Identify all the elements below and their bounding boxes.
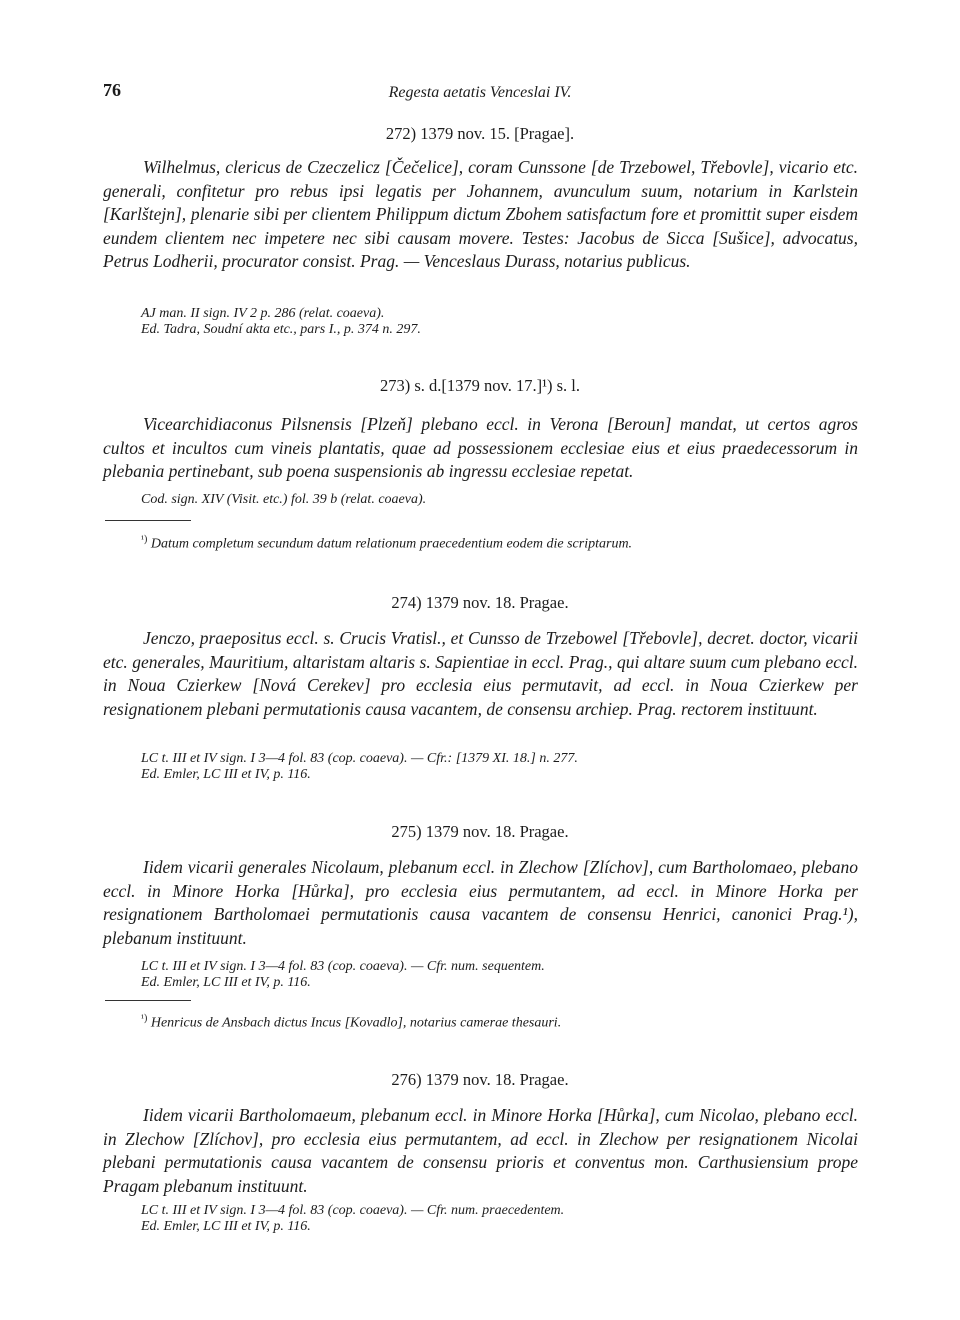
entry-sources	[141, 959, 861, 991]
footnote-rule	[105, 520, 191, 521]
entry-heading: 272) 1379 nov. 15. [Pragae].	[385, 124, 575, 143]
entry-sources	[141, 751, 861, 783]
source-line: AJ man. II sign. IV 2 p. 286 (relat. coaeva).	[141, 306, 385, 321]
entry-sources	[141, 1203, 861, 1235]
entry-heading: 276) 1379 nov. 18. Pragae.	[391, 1070, 569, 1089]
footnote-rule	[105, 1000, 191, 1001]
source-line: Ed. Emler, LC III et IV, p. 116.	[141, 975, 311, 990]
source-line: Ed. Emler, LC III et IV, p. 116.	[141, 767, 311, 782]
entry-text: Iidem vicarii Bartholomaeum, plebanum eccl. in Minore Horka [Hůrka], cum Nicolao, plebano eccl. in Zlechow [Zlíchov], pro ecclesia eius permutantem, ad eccl. in Zlechow per resignationem Nicolai plebani permutationis causa vacantem de consensu prioris et conventus mon. Carthusiensium prope Pragam plebanum instituunt.	[103, 1105, 858, 1196]
source-line: LC t. III et IV sign. I 3—4 fol. 83 (cop. coaeva). — Cfr.: [1379 XI. 18.] n. 277.	[141, 751, 578, 766]
entry-text: Iidem vicarii generales Nicolaum, plebanum eccl. in Zlechow [Zlíchov], cum Bartholomaeo, plebano eccl. in Minore Horka [Hůrka], pro ecclesia eius permutantem, ad eccl. in Minore Horka per resignationem Bartholomaei permutationis causa vacantem de consensu Henrici, canonici Prag.¹), plebanum instituunt.	[103, 857, 858, 948]
footnote-text: Datum completum secundum datum relationum praecedentium eodem die scriptarum.	[150, 536, 633, 552]
footnote-marker: ¹)	[141, 1013, 148, 1024]
footnote-text: Henricus de Ansbach dictus Incus [Kovadlo], notarius camerae thesauri.	[150, 1015, 562, 1031]
page-number: 76	[103, 80, 121, 100]
entry-heading: 274) 1379 nov. 18. Pragae.	[391, 593, 569, 612]
footnote	[141, 534, 861, 553]
source-line: LC t. III et IV sign. I 3—4 fol. 83 (cop. coaeva). — Cfr. num. praecedentem.	[141, 1203, 565, 1218]
entry-heading: 273) s. d.[1379 nov. 17.]¹) s. l.	[379, 376, 581, 395]
source-line: Cod. sign. XIV (Visit. etc.) fol. 39 b (relat. coaeva).	[141, 492, 427, 507]
entry-text: Vicearchidiaconus Pilsnensis [Plzeň] plebano eccl. in Verona [Beroun] mandat, ut certos agros cultos et incultos cum vineis plantatis, quae ad possessionem ecclesiae eius et eius praedecessorum in plebania pertinebant, sub poena suspensionis ab ingressu ecclesiae repetat.	[103, 414, 858, 482]
source-line: Ed. Tadra, Soudní akta etc., pars I., p. 374 n. 297.	[141, 322, 421, 337]
running-title: Regesta aetatis Venceslai IV.	[388, 84, 572, 101]
footnote-marker: ¹)	[141, 534, 148, 545]
footnote	[141, 1013, 861, 1032]
entry-sources	[141, 306, 861, 338]
source-line: LC t. III et IV sign. I 3—4 fol. 83 (cop. coaeva). — Cfr. num. sequentem.	[141, 959, 545, 974]
entry-sources	[141, 492, 861, 508]
entry-text: Wilhelmus, clericus de Czeczelicz [Čečelice], coram Cunssone [de Trzebowel, Třebovle], vicario etc. generali, confitetur pro rebus ipsi legatis per Johannem, avunculum suum, notarium in Karlstein [Karlštejn], plenarie sibi per clientem Philippum dictum Zbohem satisfactum fore et promittit super eisdem eundem clientem nec impetere nec sibi causam movere. Testes: Jacobus de Sicca [Sušice], advocatus, Petrus Lodherii, procurator consist. Prag. — Venceslaus Durass, notarius publicus.	[103, 157, 858, 272]
entry-heading: 275) 1379 nov. 18. Pragae.	[391, 822, 569, 841]
entry-text: Jenczo, praepositus eccl. s. Crucis Vratisl., et Cunsso de Trzebowel [Třebovle], decret. doctor, vicarii etc. generales, Mauritium, altaristam altaris s. Sapientiae in eccl. Prag., qui altare suum cum plebano eccl. in Noua Czierkew [Nová Cerekev] pro ecclesia eius permutavit, ad eccl. in Noua Czierkew per resignationem plebani permutationis causa vacantem, de consensu archiep. Prag. rectorem instituunt.	[103, 628, 858, 719]
source-line: Ed. Emler, LC III et IV, p. 116.	[141, 1219, 311, 1234]
